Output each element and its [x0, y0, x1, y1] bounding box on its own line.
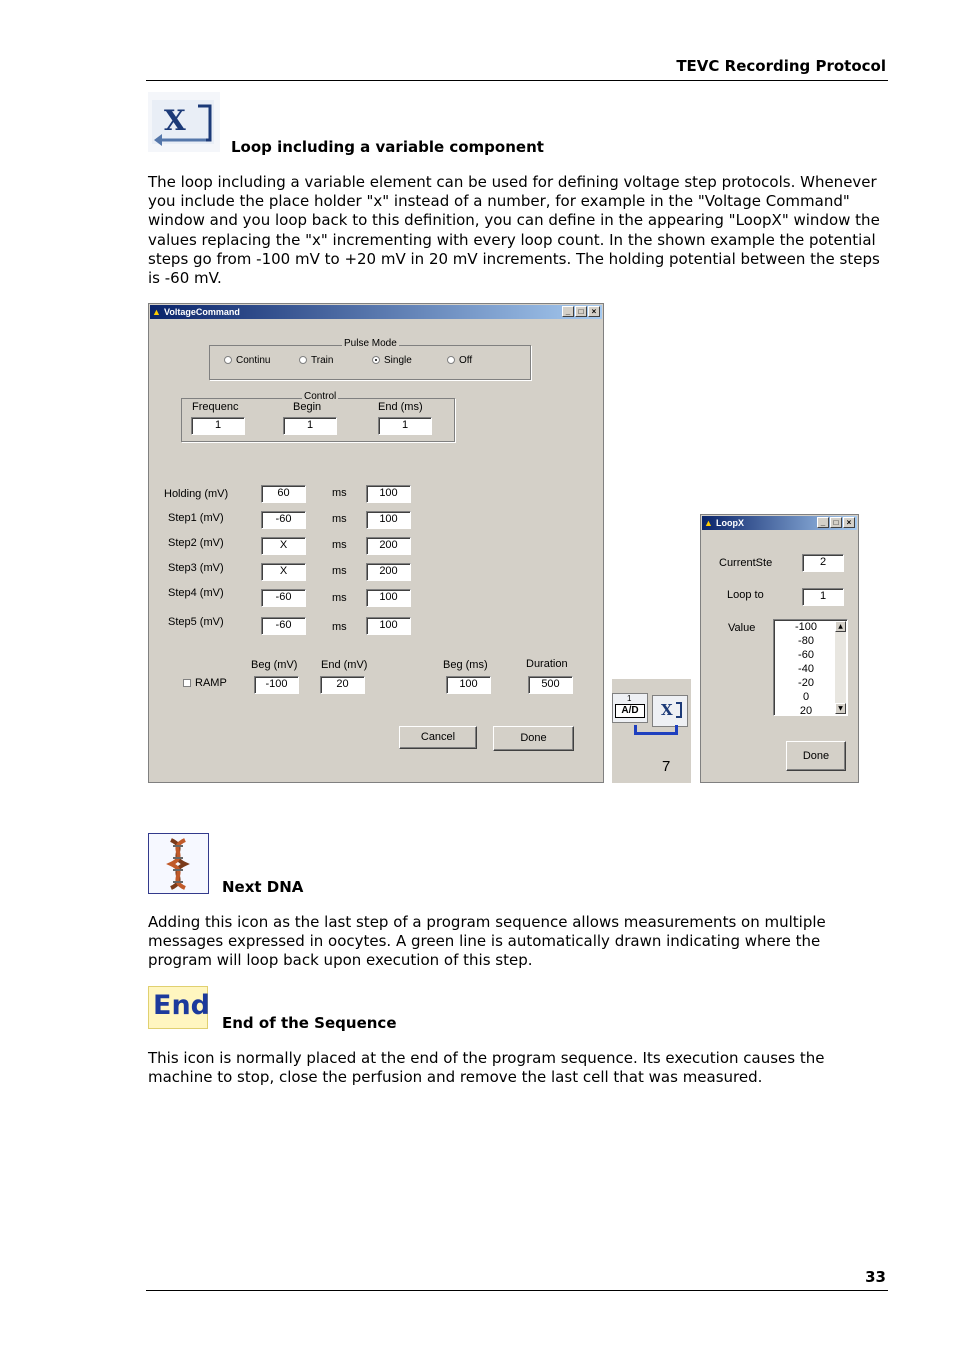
header-rule [146, 80, 888, 81]
ramp-beg-mv-input[interactable]: -100 [254, 676, 299, 694]
end-icon [148, 986, 208, 1029]
step2-ms-input[interactable]: 200 [366, 537, 411, 555]
ramp-header-beg-ms: Beg (ms) [443, 659, 488, 671]
running-header: TEVC Recording Protocol [676, 57, 886, 75]
minimize-icon[interactable]: _ [817, 517, 829, 528]
loop-icons-panel [612, 679, 691, 783]
loop-to-label: Loop to [727, 589, 764, 601]
loop-x-icon-letter: X [164, 104, 186, 137]
step2-label: Step2 (mV) [168, 537, 224, 549]
list-item[interactable]: -40 [798, 663, 814, 675]
voltage-command-window [148, 303, 604, 783]
list-item[interactable]: -60 [798, 649, 814, 661]
holding-ms-input[interactable]: 100 [366, 485, 411, 503]
radio-off[interactable]: Off [447, 355, 472, 366]
step1-input[interactable]: -60 [261, 511, 306, 529]
ramp-header-duration: Duration [526, 658, 568, 670]
ramp-header-end-mv: End (mV) [321, 659, 368, 671]
list-item[interactable]: -80 [798, 635, 814, 647]
current-step-label: CurrentSte [719, 557, 773, 569]
control-header-begin: Begin [293, 401, 322, 413]
radio-single[interactable]: Single [372, 355, 412, 366]
value-scrollbar[interactable] [835, 621, 846, 714]
close-icon[interactable]: × [843, 517, 855, 528]
paragraph-dna: Adding this icon as the last step of a program sequence allows measurements on multiple messages expressed in oocytes. A green line is automatically drawn indicating where the program will loop back upon execution of this step. [148, 913, 826, 970]
end-input[interactable]: 1 [378, 417, 432, 435]
step3-ms-input[interactable]: 200 [366, 563, 411, 581]
step5-ms-input[interactable]: 100 [366, 617, 411, 635]
step3-input[interactable]: X [261, 563, 306, 581]
holding-label: Holding (mV) [164, 488, 229, 500]
ad-icon-label: A/D [615, 704, 645, 718]
loop-x-small-icon[interactable] [652, 695, 688, 727]
step5-label: Step5 (mV) [168, 616, 224, 628]
step2-input[interactable]: X [261, 537, 306, 555]
pulse-mode-label: Pulse Mode [344, 338, 397, 349]
end-icon-label: End [153, 990, 210, 1021]
ramp-beg-ms-input[interactable]: 100 [446, 676, 491, 694]
loopx-titlebar[interactable] [702, 516, 857, 530]
step1-label: Step1 (mV) [168, 512, 224, 524]
current-step-input[interactable]: 2 [802, 554, 844, 572]
control-header-frequenc: Frequenc [192, 401, 239, 413]
list-item[interactable]: 20 [799, 705, 813, 717]
ramp-end-mv-input[interactable]: 20 [320, 676, 365, 694]
window-title: LoopX [716, 518, 744, 528]
ramp-header-beg-mv: Beg (mV) [251, 659, 298, 671]
matlab-icon: ▲ [704, 518, 713, 528]
section-title-end: End of the Sequence [222, 1014, 397, 1032]
ms-label: ms [332, 621, 347, 633]
section-title-loop: Loop including a variable component [231, 138, 544, 156]
voltage-command-titlebar[interactable] [150, 305, 602, 319]
step5-input[interactable]: -60 [261, 617, 306, 635]
dna-icon [148, 833, 209, 894]
ms-label: ms [332, 539, 347, 551]
loopx-window [700, 514, 859, 783]
loopx-done-button[interactable]: Done [786, 741, 846, 771]
frequency-input[interactable]: 1 [191, 417, 245, 435]
loop-x-icon [148, 92, 220, 152]
control-label: Control [304, 391, 337, 402]
step4-ms-input[interactable]: 100 [366, 589, 411, 607]
paragraph-end: This icon is normally placed at the end of the program sequence. Its execution causes the machine to stop, close the perfusion and remove the last cell that was measured. [148, 1049, 825, 1087]
loop-connector [634, 725, 678, 735]
ad-icon-top: 1 [627, 694, 632, 703]
scroll-down-icon[interactable]: ▼ [835, 703, 846, 714]
window-title: VoltageCommand [164, 307, 240, 317]
section-title-dna: Next DNA [222, 878, 304, 896]
ad-icon[interactable] [612, 693, 648, 723]
list-item[interactable]: -20 [798, 677, 814, 689]
ms-label: ms [332, 513, 347, 525]
control-header-end: End (ms) [378, 401, 423, 413]
step1-ms-input[interactable]: 100 [366, 511, 411, 529]
loop-x-small-letter: X [661, 701, 673, 719]
maximize-icon[interactable]: □ [830, 517, 842, 528]
step4-label: Step4 (mV) [168, 587, 224, 599]
cancel-button[interactable]: Cancel [399, 726, 477, 749]
value-label: Value [728, 622, 756, 634]
ramp-duration-input[interactable]: 500 [528, 676, 573, 694]
value-listbox[interactable] [773, 619, 848, 716]
list-item[interactable]: 0 [802, 691, 810, 703]
scroll-up-icon[interactable]: ▲ [835, 621, 846, 632]
ms-label: ms [332, 565, 347, 577]
loop-to-input[interactable]: 1 [802, 588, 844, 606]
loop-count: 7 [662, 758, 671, 775]
footer-rule [146, 1290, 888, 1291]
ms-label: ms [332, 487, 347, 499]
minimize-icon[interactable]: _ [562, 306, 574, 317]
maximize-icon[interactable]: □ [575, 306, 587, 317]
radio-continu[interactable]: Continu [224, 355, 270, 366]
close-icon[interactable]: × [588, 306, 600, 317]
step3-label: Step3 (mV) [168, 562, 224, 574]
begin-input[interactable]: 1 [283, 417, 337, 435]
radio-train[interactable]: Train [299, 355, 333, 366]
matlab-icon: ▲ [152, 307, 161, 317]
ms-label: ms [332, 592, 347, 604]
list-item[interactable]: -100 [794, 621, 818, 633]
page-number: 33 [865, 1268, 886, 1286]
paragraph-loop: The loop including a variable element can be used for defining voltage step protocols. Whenever you include the place holder "x" instead of a number, for example in the "Voltage Command" window and you loop back to this definition, you can define in the appearing "LoopX" window the values replacing the "x" incrementing with every loop count. In the shown example the potential steps go from -100 mV to +20 mV in 20 mV increments. The holding potential between the steps is -60 mV. [148, 173, 880, 288]
done-button[interactable]: Done [493, 726, 574, 751]
holding-input[interactable]: 60 [261, 485, 306, 503]
ramp-checkbox[interactable]: RAMP [183, 677, 227, 689]
step4-input[interactable]: -60 [261, 589, 306, 607]
